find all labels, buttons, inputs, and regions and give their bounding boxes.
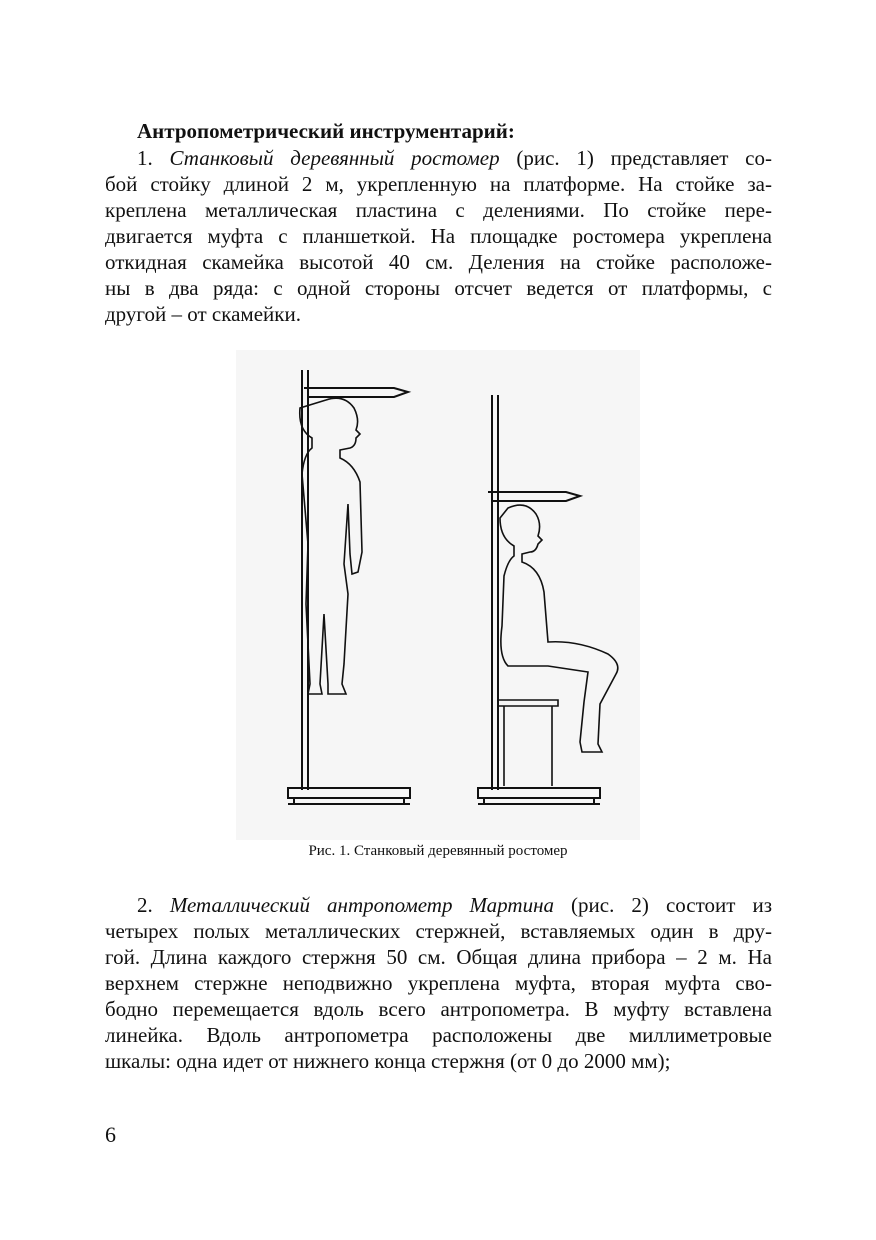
text-segment: бой стойку длиной 2 м, укрепленную на платформе. На стойке за- [105,172,772,196]
text-line [105,970,772,996]
text-line [105,892,772,918]
stadiometer-illustration [236,350,640,840]
text-segment: четырех полых металлических стержней, вставляемых один в дру- [105,919,772,943]
text-segment: шкалы: одна идет от нижнего конца стержня (от 0 до 2000 мм); [105,1049,671,1073]
text-line [105,1022,772,1048]
text-line [105,1048,772,1074]
standing-stadiometer [288,370,410,804]
text-segment: креплена металлическая пластина с делениями. По стойке пере- [105,198,772,222]
figure-stadiometer [236,350,640,840]
text-line [105,145,772,171]
text-line [105,301,772,327]
text-segment: линейка. Вдоль антропометра расположены две миллиметровые [105,1023,772,1047]
sitting-stadiometer [478,395,618,804]
text-line [105,171,772,197]
text-segment: бодно перемещается вдоль всего антропометра. В муфту вставлена [105,997,772,1021]
figure-caption: Рис. 1. Станковый деревянный ростомер [308,843,568,859]
text-segment: 1. [137,146,170,170]
text-segment: (рис. 1) представляет со- [499,146,772,170]
text-segment: гой. Длина каждого стержня 50 см. Общая длина прибора – 2 м. На [105,945,772,969]
text-line [105,197,772,223]
text-segment: другой – от скамейки. [105,302,301,326]
text-line [105,249,772,275]
text-line [105,918,772,944]
text-line [105,944,772,970]
italic-term: Станковый деревянный ростомер [169,146,500,170]
section-heading: Антропометрический инструментарий: [137,119,515,143]
text-line [105,223,772,249]
text-line [105,996,772,1022]
text-segment: (рис. 2) состоит из [554,893,773,917]
text-segment: откидная скамейка высотой 40 см. Деления на стойке расположе- [105,250,772,274]
page-number: 6 [105,1122,116,1147]
text-line [105,275,772,301]
text-segment: ны в два ряда: с одной стороны отсчет ведется от платформы, с [105,276,772,300]
text-segment: верхнем стержне неподвижно укреплена муфта, вторая муфта сво- [105,971,772,995]
text-segment: двигается муфта с планшеткой. На площадке ростомера укреплена [105,224,772,248]
italic-term: Металлический антропометр Мартина [169,893,554,917]
text-segment: 2. [137,893,170,917]
